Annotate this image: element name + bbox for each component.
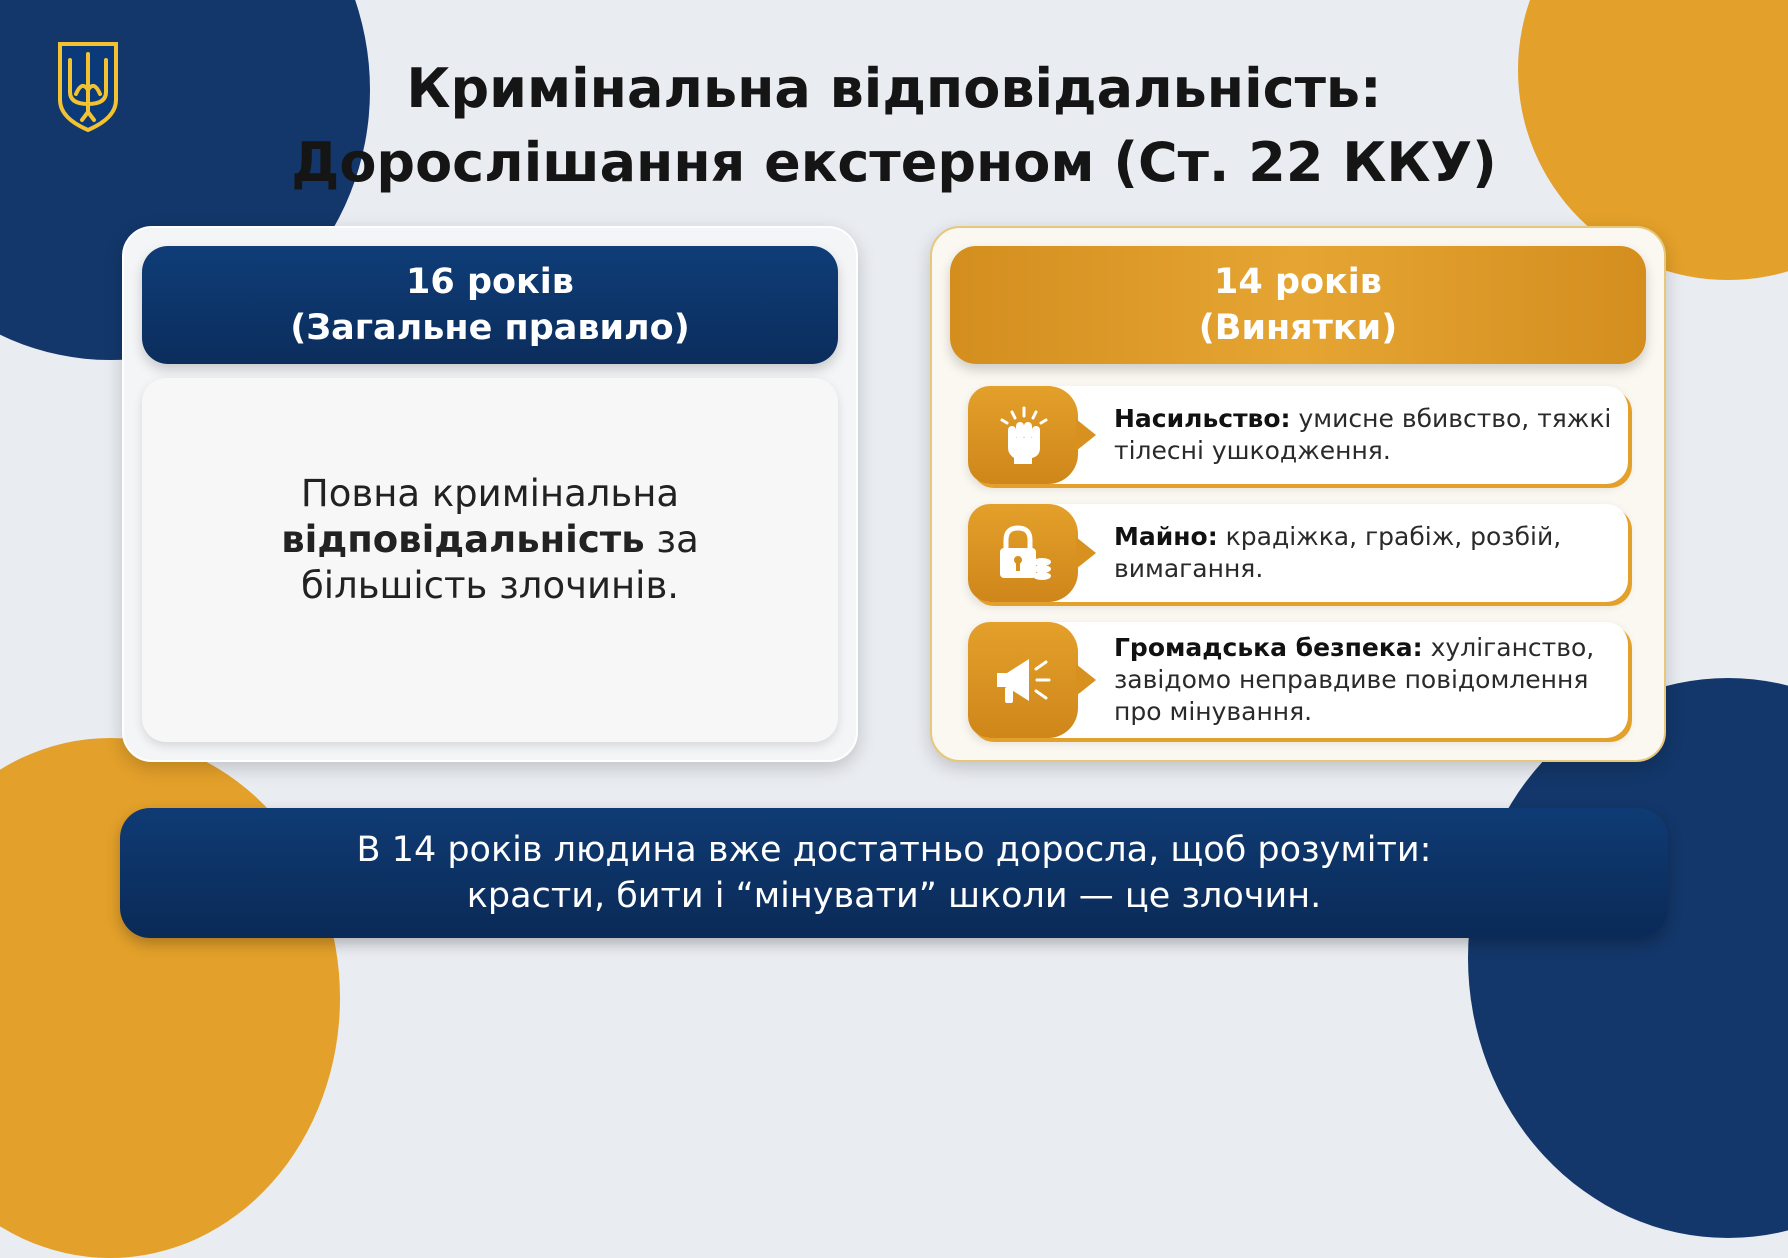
- exception-property-text: [1114, 521, 1618, 585]
- conclusion-line-1: В 14 років людина вже достатньо доросла, щоб розуміти:: [356, 830, 1432, 870]
- exception-public-safety-label: Громадська безпека:: [1114, 633, 1423, 662]
- padlock-coins-icon: [968, 504, 1078, 602]
- general-rule-text: [190, 471, 790, 609]
- general-rule-header: [142, 246, 838, 364]
- raised-fist-icon: [968, 386, 1078, 484]
- megaphone-icon: [968, 622, 1078, 738]
- exception-public-safety-text: [1114, 632, 1618, 728]
- general-rule-card: [122, 226, 858, 762]
- exception-public-safety-desc: хуліганство, завідомо неправдиве повідомлення про мінування.: [1114, 633, 1595, 726]
- exception-violence-text: [1114, 403, 1618, 467]
- exception-violence-desc: умисне вбивство, тяжкі тілесні ушкодження.: [1114, 404, 1612, 465]
- general-rule-label: (Загальне правило): [290, 308, 690, 348]
- general-rule-body: [142, 378, 838, 742]
- exceptions-header: [950, 246, 1646, 364]
- title-line-1: Кримінальна відповідальність:: [406, 57, 1382, 120]
- decor-circle-bottom-right: [1468, 678, 1788, 1238]
- exceptions-age: 14 років: [1214, 262, 1382, 302]
- exception-item-public-safety: [968, 622, 1628, 738]
- general-rule-text-start: Повна кримінальна: [300, 472, 680, 515]
- trident-emblem-icon: [56, 40, 120, 132]
- general-rule-age: 16 років: [406, 262, 574, 302]
- conclusion-line-2: красти, бити і “мінувати” школи — це злочин.: [466, 876, 1322, 916]
- exception-property-label: Майно:: [1114, 522, 1218, 551]
- conclusion-banner: [120, 808, 1668, 938]
- exception-item-property: [968, 504, 1628, 602]
- title-line-2: Дорослішання екстерном (Ст. 22 ККУ): [291, 131, 1497, 194]
- general-rule-text-bold: відповідальність: [281, 518, 645, 561]
- general-rule-text-end: за більшість злочинів.: [300, 518, 699, 607]
- exception-violence-label: Насильство:: [1114, 404, 1291, 433]
- exceptions-label: (Винятки): [1198, 308, 1398, 348]
- exception-item-violence: [968, 386, 1628, 484]
- exceptions-card: [930, 226, 1666, 762]
- exception-property-desc: крадіжка, грабіж, розбій, вимагання.: [1114, 522, 1562, 583]
- slide-title: [160, 52, 1628, 200]
